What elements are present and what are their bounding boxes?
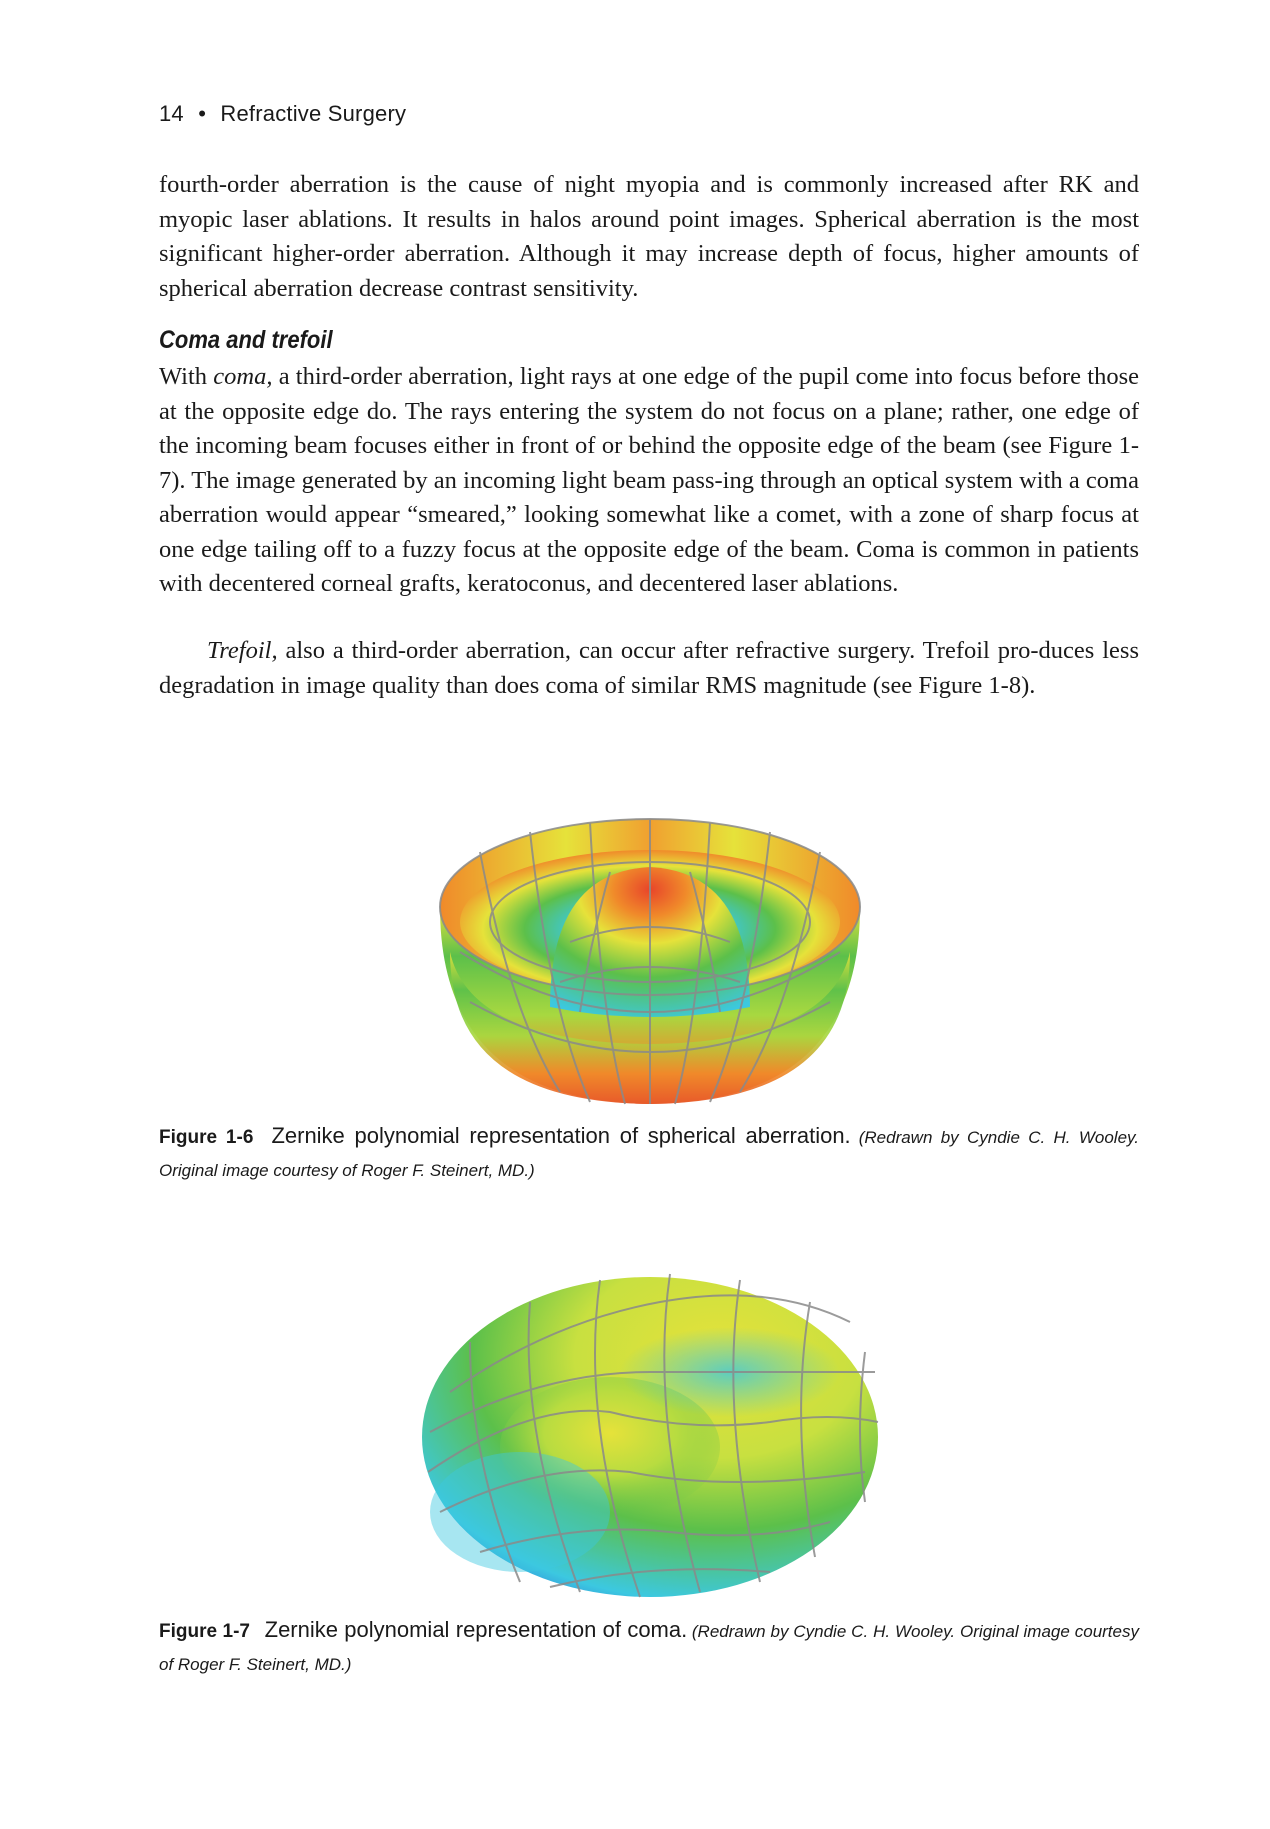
paragraph-text bbox=[159, 634, 1139, 703]
figure-1-7-caption bbox=[159, 1614, 1139, 1682]
figure-label: Figure 1-6 bbox=[159, 1127, 254, 1148]
page-number: 14 bbox=[159, 101, 184, 126]
bullet-separator: • bbox=[198, 101, 207, 126]
paragraph-body: a third-order aberration, light rays at one edge of the pupil come into focus before those at the opposite edge do. The rays entering the system do not focus on a plane; rather, one edge of the incoming beam focuses either in front of or behind the opposite edge of the beam (see Figure 1-7). The image generated by an incoming light beam pass-ing through an optical system with a coma aberration would appear “smeared,” looking somewhat like a comet, with a zone of sharp focus at one edge tailing off to a fuzzy focus at the opposite edge of the beam. Coma is common in patients with decentered corneal grafts, keratoconus, and decentered laser ablations. bbox=[159, 363, 1139, 597]
figure-label: Figure 1-7 bbox=[159, 1621, 250, 1642]
section-heading-coma-trefoil: Coma and trefoil bbox=[159, 326, 333, 354]
book-title: Refractive Surgery bbox=[220, 101, 407, 126]
term-trefoil: Trefoil, bbox=[207, 637, 278, 664]
paragraph-coma bbox=[159, 360, 1139, 602]
paragraph-trefoil bbox=[159, 634, 1139, 703]
term-coma: coma, bbox=[213, 363, 273, 390]
figure-caption-text: Zernike polynomial representation of spherical aberration. bbox=[271, 1123, 851, 1148]
coma-surface-figure bbox=[410, 1262, 890, 1602]
figure-credit: (Redrawn by Cyndie C. H. Wooley. Original image courtesy of Roger F. Steinert, MD.) bbox=[159, 1128, 1139, 1180]
figure-credit: (Redrawn by Cyndie C. H. Wooley. Original image courtesy of Roger F. Steinert, MD.) bbox=[159, 1622, 1139, 1674]
figure-1-6-caption bbox=[159, 1120, 1139, 1188]
spherical-aberration-surface-figure bbox=[410, 812, 890, 1112]
figure-caption-text: Zernike polynomial representation of coma. bbox=[264, 1617, 688, 1642]
paragraph-spherical-aberration bbox=[159, 168, 1139, 306]
paragraph-body: also a third-order aberration, can occur after refractive surgery. Trefoil pro-duces less degradation in image quality than does coma of similar RMS magnitude (see Figure 1-8). bbox=[159, 637, 1139, 699]
paragraph-lead: With bbox=[159, 363, 214, 390]
running-head bbox=[159, 101, 406, 127]
paragraph-text: fourth-order aberration is the cause of night myopia and is commonly increased after RK and myopic laser ablations. It results in halos around point images. Spherical aberration is the most significant higher-order aberration. Although it may increase depth of focus, higher amounts of spherical aberration decrease contrast sensitivity. bbox=[159, 171, 1139, 302]
paragraph-text bbox=[159, 360, 1139, 602]
